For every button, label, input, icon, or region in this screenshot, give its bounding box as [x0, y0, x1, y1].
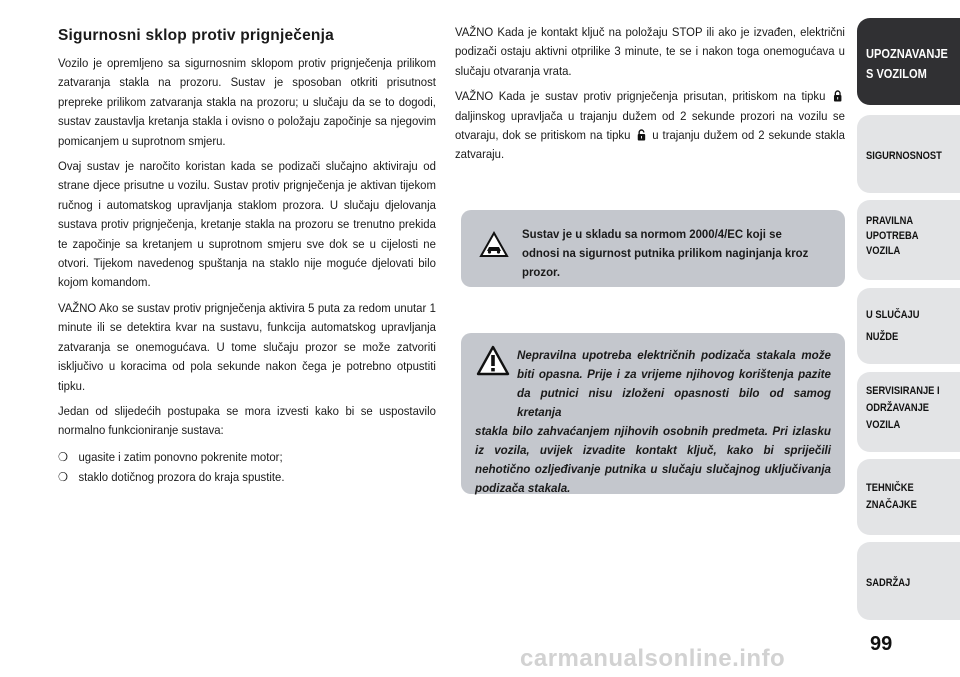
tab-label: VOZILA [866, 245, 901, 257]
tab-pravilna-upotreba[interactable] [857, 200, 960, 280]
tab-label: TEHNIČKE [866, 482, 914, 494]
tab-sadrzaj[interactable] [857, 542, 960, 620]
paragraph: Vozilo je opremljeno sa sigurnosnim sklopom protiv prignječenja prilikom zatvaranja stakla na prozoru. Sustav je sposoban otkriti prisutnost prepreke prilikom zatvaranja stakla na prozoru; u slučaju da se to dogodi, sustav zaustavlja kretanja stakla i ovisno o položaju započinje sa njegovim pomicanjem u suprotnom smjeru. [58, 56, 436, 148]
paragraph: VAŽNO Kada je kontakt ključ na položaju STOP ili ako je izvađen, električni podizači ostaju aktivni otprilike 3 minute, te se i nakon toga onemogućava u slučaju otvaranja vrata. [455, 25, 845, 78]
bullet-list [58, 447, 436, 487]
page-number: 99 [870, 633, 893, 655]
warning-text [475, 346, 831, 498]
paragraph [455, 87, 845, 165]
bullet-text: ugasite i zatim ponovno pokrenite motor; [78, 449, 283, 464]
note-box [461, 210, 845, 287]
tab-label: S VOZILOM [866, 66, 927, 81]
tab-u-slucaju-nuzde[interactable] [857, 288, 960, 364]
paragraph: VAŽNO Ako se sustav protiv prignječenja aktivira 5 puta za redom unutar 1 minute ili se detektira kvar na sustavu, funkcija automatskog upravljanja zatvaranja se onemogućava. U tome slučaju prozor se može zatvoriti isključivo u koracima od pola sekunde nakon čega je potrebno otpustiti tipku. [58, 300, 436, 393]
bullet-circle-icon: ❍ [58, 469, 69, 484]
section-heading: Sigurnosni sklop protiv prignječenja [58, 27, 334, 44]
tab-upoznavanje[interactable] [857, 18, 960, 105]
text-fragment: VAŽNO Kada je sustav protiv prignječenja prisutan, pritiskom na tipku [455, 89, 826, 104]
paragraph: Jedan od slijedećih postupaka se mora izvesti kako bi se uspostavilo normalno funkcioniranje sustava: [58, 403, 436, 438]
bullet-circle-icon: ❍ [58, 449, 69, 464]
lock-closed-icon [834, 90, 842, 102]
list-item [58, 447, 410, 467]
bullet-text: staklo dotičnog prozora do kraja spustite. [78, 469, 285, 484]
note-text: Sustav je u skladu sa normom 2000/4/EC koji se odnosi na sigurnost putnika prilikom naginjanja kroz prozor. [522, 227, 809, 279]
tab-label: SADRŽAJ [866, 577, 911, 589]
tab-label: PRAVILNA [866, 215, 914, 227]
paragraph: Ovaj sustav je naročito koristan kada se podizači slučajno aktiviraju od strane djece prisutne u vozilu. Sustav protiv prignječenja je aktivan tijekom ručnog i automatskog upravljanja staklom prozora. U slučaju djelovanja sustava protiv prignječenja, kretanje stakla na prozoru se trenutno prekida te započinje sa kretanjem u suprotnom smjeru sve dok se u cijelosti ne otvori. Tijekom navedenog spuštanja na staklo nije moguće djelovati bilo kojom komandom. [58, 159, 436, 290]
tab-label: ODRŽAVANJE [866, 402, 930, 414]
warning-text-rest: stakla bilo zahvaćanjem njihovih osobnih predmeta. Pri izlasku iz vozila, uvijek izvadite kontakt ključ, kako bi spriječili nehotično ozljeđivanje putnika u slučaju slučajnog uključivanja podizača stakala. [475, 425, 831, 495]
car-note-icon [479, 230, 509, 260]
tab-label: U SLUČAJU [866, 309, 920, 321]
watermark: carmanualsonline.info [520, 645, 786, 672]
tab-label: UPOTREBA [866, 230, 919, 242]
list-item [58, 467, 410, 487]
tab-label: UPOZNAVANJE [866, 46, 948, 61]
tab-label: ZNAČAJKE [866, 499, 917, 511]
tab-label: NUŽDE [866, 331, 899, 343]
warning-text-first: Nepravilna upotreba električnih podizača stakala može biti opasna. Prije i za vrijeme njihovog korištenja pazite da putnici nisu izloženi opasnosti bilo od samog kretanja [517, 349, 831, 419]
tab-sigurnosnost[interactable] [857, 115, 960, 193]
warning-box [461, 333, 845, 494]
text-fragment: daljinskog upravljača u trajanju dužem od 2 sekunde prozori na vozilu se otvaraju, dok se pritiskom na tipku [455, 108, 845, 143]
tab-label: VOZILA [866, 419, 901, 431]
lock-open-icon [637, 129, 645, 141]
tab-servisiranje[interactable] [857, 372, 960, 452]
tab-label: SERVISIRANJE I [866, 385, 940, 397]
text-fragment: u trajanju dužem od 2 sekunde stakla zatvaraju. [455, 128, 845, 162]
tab-label: SIGURNOSNOST [866, 150, 942, 162]
tab-tehnicke-znacajke[interactable] [857, 459, 960, 535]
